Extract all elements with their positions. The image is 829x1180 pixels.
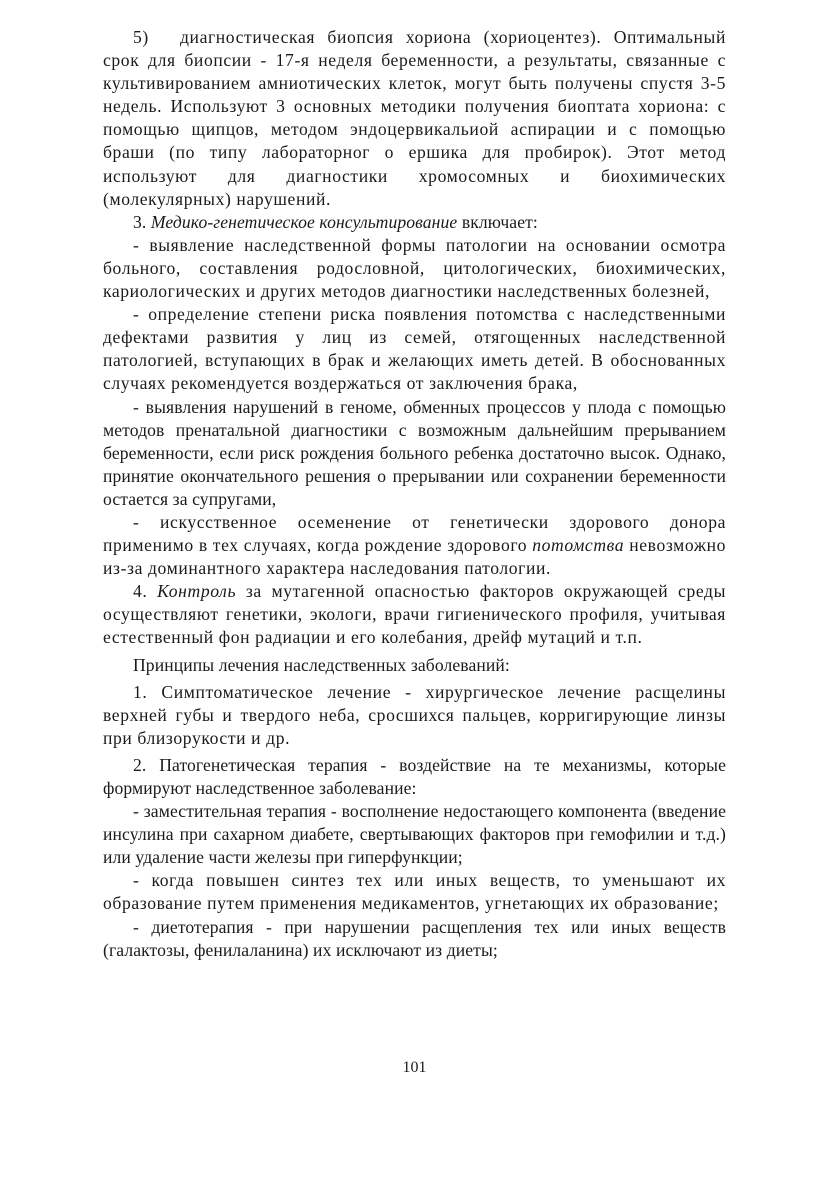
italic-term: Контроль: [157, 581, 237, 602]
paragraph-chorion-biopsy: [103, 26, 726, 211]
list-number: 3.: [133, 211, 147, 232]
page-number: 101: [402, 1059, 427, 1076]
paragraph-replacement-therapy: - заместительная терапия - восполнение недостающего компонента (введение инсулина при сахарном диабете, свертывающих факторов при гемофилии и т.д.) или удаление части железы при гиперфункции;: [103, 801, 726, 868]
paragraph-text: - искусственное осеменение от генетически здорового донора применимо в тех случаях, когда рождение здорового: [103, 511, 726, 556]
paragraph-text: невозможно из-за доминантного характера наследования патологии.: [103, 535, 727, 579]
paragraph-mutagen-control: [103, 580, 726, 649]
paragraph-genetic-counseling-heading: [103, 211, 726, 234]
paragraph-symptomatic-treatment: 1. Симптоматическое лечение - хирургическое лечение расщелины верхней губы и твердого неба, сросшихся пальцев, корригирующие линзы при близорукости и др.: [103, 681, 726, 748]
paragraph-text: диагностическая биопсия хориона (хориоцентез). Оптимальный срок для биопсии - 17-я неделя беременности, а результаты, связанные с культивированием амниотических клеток, могут быть получены спустя 3-5 недель. Используют 3 основных методики получения биоптата хориона: с помощью щипцов, методом эндоцервикальиой аспирации и с помощью браши (по типу лабораторног о ершика для пробирок). Этот метод используют для диагностики хромосомных и биохимических (молекулярных) нарушений.: [103, 27, 726, 209]
italic-term: Медико-генетическое консультирование: [150, 211, 458, 232]
paragraph-treatment-principles: Принципы лечения наследственных заболеваний:: [133, 654, 510, 675]
paragraph-diet-therapy: - диетотерапия - при нарушении расщепления тех или иных веществ (галактозы, фенилаланина) их исключают из диеты;: [103, 916, 726, 960]
paragraph-synthesis-reduction: - когда повышен синтез тех или иных веществ, то уменьшают их образование путем применения медикаментов, угнетающих их образование;: [103, 870, 726, 914]
paragraph-text: за мутагенной опасностью факторов окружающей среды осуществляют генетики, экологи, врачи гигиенического профиля, учитывая естественный фон радиации и его колебания, дрейф мутаций и т.п.: [103, 581, 726, 648]
document-page: [103, 26, 726, 962]
paragraph-artificial-insemination: [103, 511, 726, 580]
paragraph-genome-disorders: - выявления нарушений в геноме, обменных процессов у плода с помощью методов пренатальной диагностики с возможным дальнейшим прерыванием беременности, если риск рождения больного ребенка достаточно высок. Однако, принятие окончательного решения о прерывании или сохранении беременности остается за супругами,: [103, 396, 726, 509]
list-number: 4.: [133, 581, 148, 602]
paragraph-pathogenetic-therapy: 2. Патогенетическая терапия - воздействие на те механизмы, которые формируют наследственное заболевание:: [103, 754, 726, 798]
paragraph-hereditary-form: - выявление наследственной формы патологии на основании осмотра больного, составления родословной, цитологических, биохимических, кариологических и других методов диагностики наследственных болезней,: [103, 234, 726, 302]
paragraph-text: включает:: [461, 211, 538, 232]
paragraph-risk-assessment: - определение степени риска появления потомства с наследственными дефектами развития у лиц из семей, отягощенных наследственной патологией, вступающих в брак и желающих иметь детей. В обоснованных случаях рекомендуется воздержаться от заключения брака,: [103, 304, 726, 394]
list-number: 5): [133, 27, 149, 47]
italic-term: потомства: [532, 535, 625, 556]
